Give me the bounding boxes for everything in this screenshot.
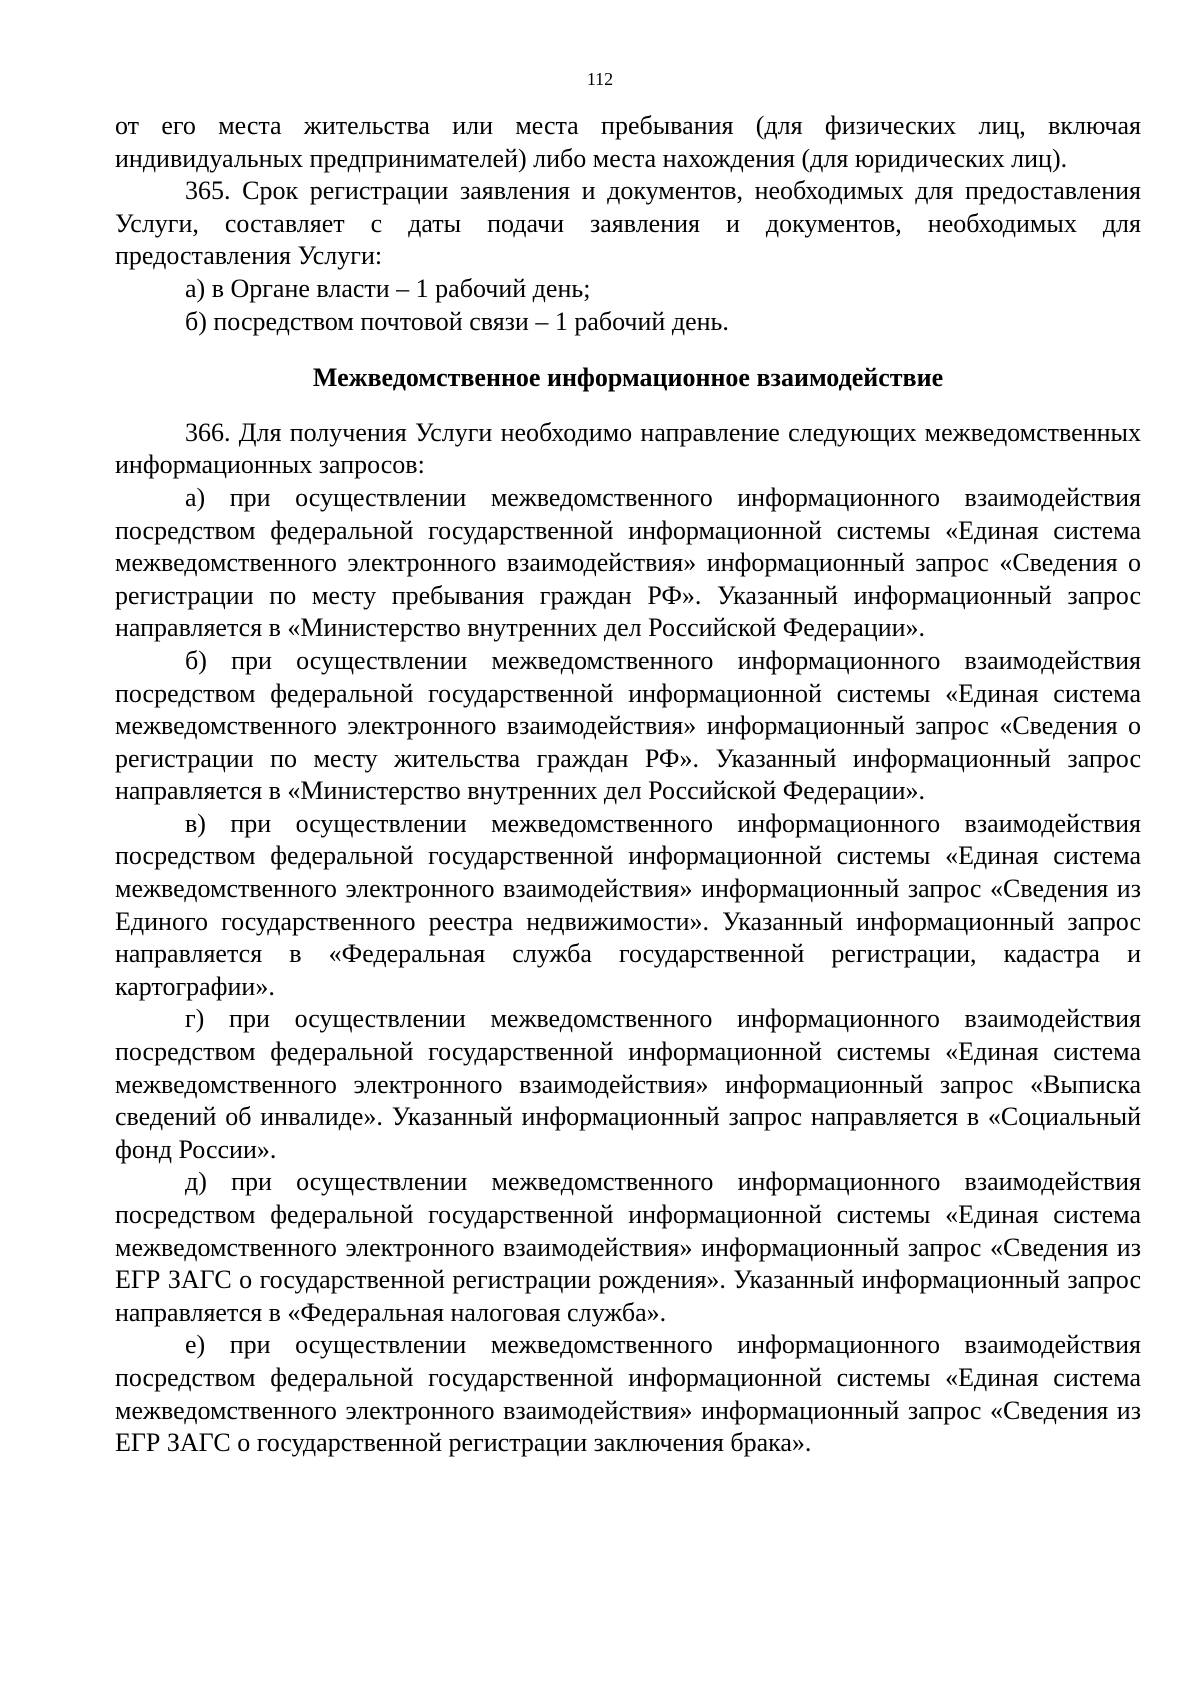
request-item-v: в) при осуществлении межведомственного информационного взаимодействия посредством федеральной государственной информационной системы «Единая система межведомственного электронного взаимодействия» информационный запрос «Сведения из Единого государственного реестра недвижимости». Указанный информационный запрос направляется в «Федеральная служба государственной регистрации, кадастра и картографии». (115, 808, 1141, 1001)
request-item-d: д) при осуществлении межведомственного информационного взаимодействия посредством федеральной государственной информационной системы «Единая система межведомственного электронного взаимодействия» информационный запрос «Сведения из ЕГР ЗАГС о государственной регистрации рождения». Указанный информационный запрос направляется в «Федеральная налоговая служба». (115, 1167, 1141, 1327)
list-item-b: б) посредством почтовой связи – 1 рабочий день. (185, 306, 729, 336)
request-item-g: г) при осуществлении межведомственного информационного взаимодействия посредством федеральной государственной информационной системы «Единая система межведомственного электронного взаимодействия» информационный запрос «Выписка сведений об инвалиде». Указанный информационный запрос направляется в «Социальный фонд России». (115, 1004, 1141, 1164)
list-item-a: а) в Органе власти – 1 рабочий день; (185, 273, 591, 303)
section-heading: Межведомственное информационное взаимодействие (312, 363, 944, 393)
document-body (115, 110, 1141, 1460)
page-number: 112 (586, 69, 614, 89)
spacer (115, 395, 1141, 417)
request-item-e: е) при осуществлении межведомственного информационного взаимодействия посредством федеральной государственной информационной системы «Единая система межведомственного электронного взаимодействия» информационный запрос «Сведения из ЕГР ЗАГС о государственной регистрации заключения брака». (115, 1330, 1141, 1458)
paragraph-365: 365. Срок регистрации заявления и документов, необходимых для предоставления Услуги, составляет с даты подачи заявления и документов, необходимых для предоставления Услуги: (115, 176, 1141, 271)
paragraph-continuation: от его места жительства или места пребывания (для физических лиц, включая индивидуальных предпринимателей) либо места нахождения (для юридических лиц). (115, 111, 1141, 173)
paragraph-366: 366. Для получения Услуги необходимо направление следующих межведомственных информационных запросов: (115, 417, 1141, 480)
spacer (115, 338, 1141, 362)
request-item-a: а) при осуществлении межведомственного информационного взаимодействия посредством федеральной государственной информационной системы «Единая система межведомственного электронного взаимодействия» информационный запрос «Сведения о регистрации по месту пребывания граждан РФ». Указанный информационный запрос направляется в «Министерство внутренних дел Российской Федерации». (115, 482, 1141, 643)
request-item-b: б) при осуществлении межведомственного информационного взаимодействия посредством федеральной государственной информационной системы «Единая система межведомственного электронного взаимодействия» информационный запрос «Сведения о регистрации по месту жительства граждан РФ». Указанный информационный запрос направляется в «Министерство внутренних дел Российской Федерации». (115, 645, 1141, 806)
